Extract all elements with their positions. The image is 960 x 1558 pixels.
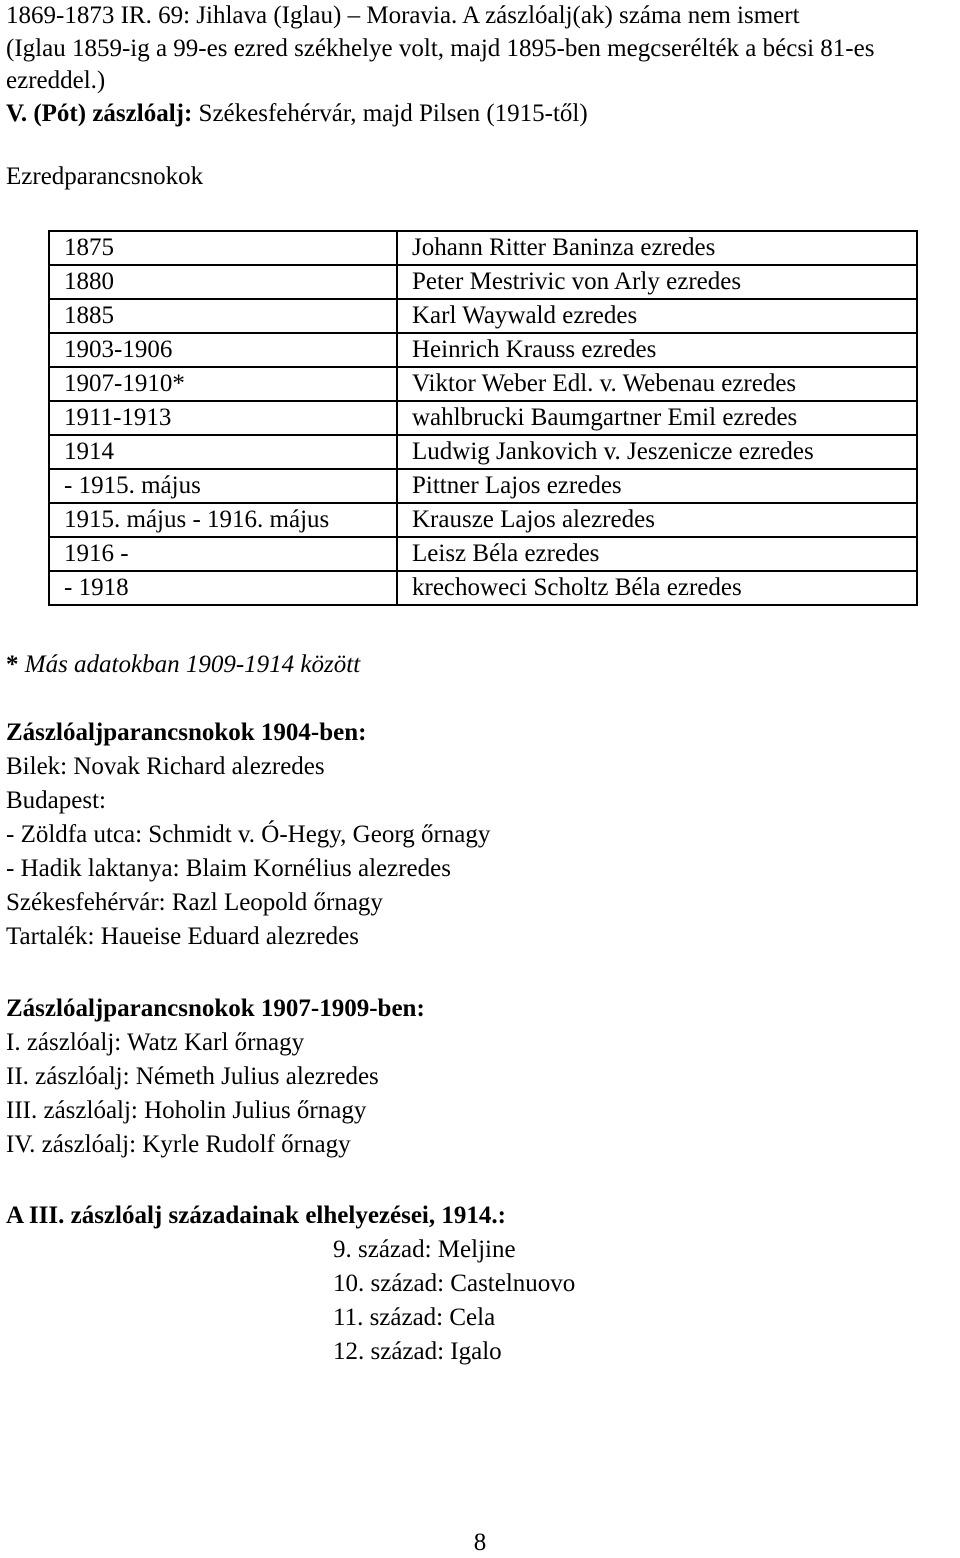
commander-name: wahlbrucki Baumgartner Emil ezredes bbox=[397, 401, 917, 435]
commander-period: 1907-1910* bbox=[49, 367, 397, 401]
list-item: 9. század: Meljine bbox=[333, 1236, 516, 1263]
table-row bbox=[49, 469, 917, 503]
list-item: Budapest: bbox=[6, 787, 106, 814]
table-row bbox=[49, 333, 917, 367]
table-row bbox=[49, 537, 917, 571]
regiment-commanders-table bbox=[48, 230, 918, 606]
regiment-commanders-heading: Ezredparancsnokok bbox=[6, 163, 204, 190]
list-item: Bilek: Novak Richard alezredes bbox=[6, 753, 325, 780]
commander-period: 1914 bbox=[49, 435, 397, 469]
table-footnote bbox=[6, 648, 360, 682]
intro-line-4 bbox=[6, 98, 874, 131]
list-item: 10. század: Castelnuovo bbox=[333, 1270, 576, 1297]
commander-name: Krausze Lajos alezredes bbox=[397, 503, 917, 537]
commander-period: 1880 bbox=[49, 265, 397, 299]
commander-period: 1915. május - 1916. május bbox=[49, 503, 397, 537]
table-row bbox=[49, 299, 917, 333]
battalion-commanders-1904 bbox=[6, 716, 490, 954]
intro-line-3: ezreddel.) bbox=[6, 67, 106, 94]
intro-line-2: (Iglau 1859-ig a 99-es ezred székhelye volt, majd 1895-ben megcserélték a bécsi 81-es bbox=[6, 34, 875, 62]
list-item: Tartalék: Haueise Eduard alezredes bbox=[6, 923, 359, 950]
commander-name: Leisz Béla ezredes bbox=[397, 537, 917, 571]
battalion-commanders-1907-1909 bbox=[6, 992, 425, 1162]
list-item: II. zászlóalj: Németh Julius alezredes bbox=[6, 1063, 379, 1090]
list-item: Székesfehérvár: Razl Leopold őrnagy bbox=[6, 889, 383, 916]
section-heading-1907: Zászlóaljparancsnokok 1907-1909-ben: bbox=[6, 995, 425, 1022]
commander-name: Johann Ritter Baninza ezredes bbox=[397, 231, 917, 265]
intro-paragraph bbox=[6, 0, 874, 130]
intro-line-1: 1869-1873 IR. 69: Jihlava (Iglau) – Moravia. A zászlóalj(ak) száma nem ismert bbox=[6, 2, 800, 29]
commander-period: 1911-1913 bbox=[49, 401, 397, 435]
commander-period: - 1918 bbox=[49, 571, 397, 605]
commander-name: Pittner Lajos ezredes bbox=[397, 469, 917, 503]
section-heading-1904: Zászlóaljparancsnokok 1904-ben: bbox=[6, 719, 367, 746]
table-row bbox=[49, 401, 917, 435]
commander-period: 1916 - bbox=[49, 537, 397, 571]
commander-name: Viktor Weber Edl. v. Webenau ezredes bbox=[397, 367, 917, 401]
commander-period: 1903-1906 bbox=[49, 333, 397, 367]
table-row bbox=[49, 367, 917, 401]
footnote-star: * bbox=[6, 651, 19, 678]
section-heading-1914: A III. zászlóalj századainak elhelyezései, 1914.: bbox=[6, 1202, 506, 1229]
table-row bbox=[49, 231, 917, 265]
list-item: I. zászlóalj: Watz Karl őrnagy bbox=[6, 1029, 305, 1056]
list-item: IV. zászlóalj: Kyrle Rudolf őrnagy bbox=[6, 1131, 351, 1158]
page-number: 8 bbox=[473, 1529, 487, 1556]
commander-period: - 1915. május bbox=[49, 469, 397, 503]
commander-period: 1885 bbox=[49, 299, 397, 333]
table-row bbox=[49, 265, 917, 299]
list-item: 11. század: Cela bbox=[333, 1304, 496, 1331]
commander-period: 1875 bbox=[49, 231, 397, 265]
reserve-battalion-label: V. (Pót) zászlóalj: bbox=[6, 99, 193, 127]
list-item: - Hadik laktanya: Blaim Kornélius alezredes bbox=[6, 855, 451, 882]
commander-name: Heinrich Krauss ezredes bbox=[397, 333, 917, 367]
commander-name: Karl Waywald ezredes bbox=[397, 299, 917, 333]
company-list bbox=[6, 1233, 575, 1369]
company-locations-1914 bbox=[6, 1199, 575, 1369]
table-row bbox=[49, 503, 917, 537]
footnote-text: Más adatokban 1909-1914 között bbox=[18, 651, 361, 678]
commander-name: Peter Mestrivic von Arly ezredes bbox=[397, 265, 917, 299]
table-row bbox=[49, 435, 917, 469]
table-row bbox=[49, 571, 917, 605]
list-item: - Zöldfa utca: Schmidt v. Ó-Hegy, Georg őrnagy bbox=[6, 821, 491, 848]
commander-name: krechoweci Scholtz Béla ezredes bbox=[397, 571, 917, 605]
list-item: III. zászlóalj: Hoholin Julius őrnagy bbox=[6, 1097, 367, 1124]
commander-name: Ludwig Jankovich v. Jeszenicze ezredes bbox=[397, 435, 917, 469]
reserve-battalion-location: Székesfehérvár, majd Pilsen (1915-től) bbox=[192, 99, 588, 127]
list-item: 12. század: Igalo bbox=[333, 1338, 502, 1365]
